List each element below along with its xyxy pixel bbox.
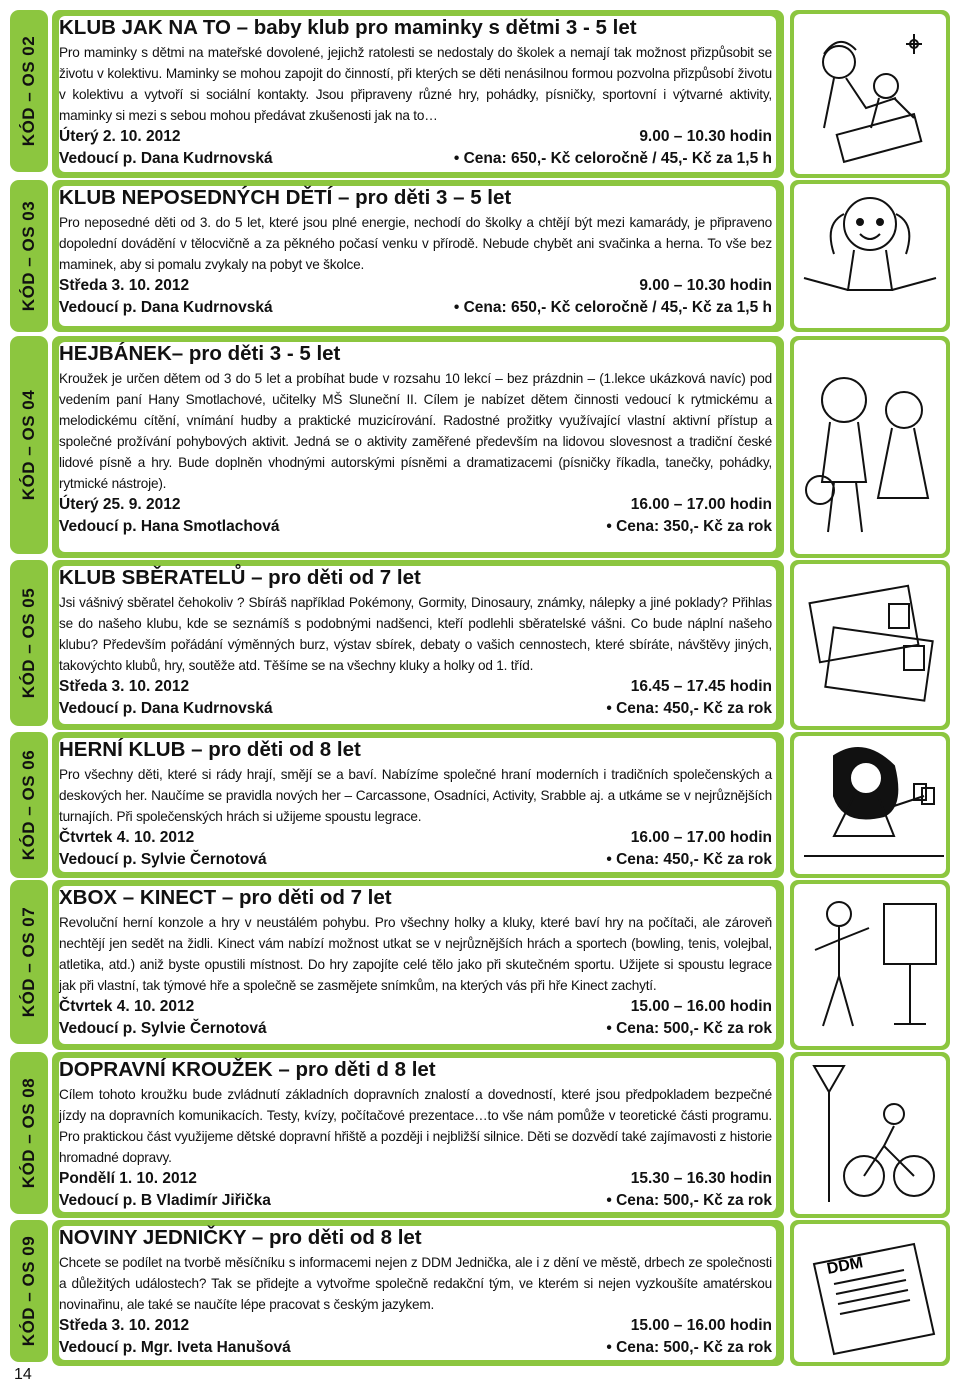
time-text: 9.00 – 10.30 hodin bbox=[639, 128, 772, 145]
section-card bbox=[59, 1058, 776, 1212]
time-text: 15.00 – 16.00 hodin bbox=[630, 1317, 772, 1334]
schedule-line bbox=[59, 827, 772, 849]
section-content bbox=[59, 1226, 772, 1360]
section-content bbox=[59, 186, 772, 326]
section-frame bbox=[52, 732, 784, 878]
kinect-player-illustration bbox=[790, 880, 950, 1050]
stamps-letters-illustration bbox=[790, 560, 950, 730]
section-title: KLUB SBĚRATELŮ – pro děti od 7 let bbox=[59, 566, 421, 589]
section-content bbox=[59, 16, 772, 172]
price-text: • Cena: 450,- Kč za rok bbox=[606, 700, 772, 717]
section-code-badge bbox=[10, 336, 48, 554]
day-text: Středa 3. 10. 2012 bbox=[59, 277, 190, 294]
section-code-label: KÓD – OS 04 bbox=[19, 389, 38, 501]
section-card bbox=[59, 16, 776, 172]
section-description: Pro neposedné děti od 3. do 5 let, které jsou plné energie, nechodí do školky a chtějí být mezi kamarády, je připraveno dopolední dovádění v tělocvičně a za pěkného počasí venku v přírodě. Nebude chybět ani svačinka a herna. To vše bez maminek, aby si pomalu zvykaly na pobyt ve školce. bbox=[59, 215, 772, 272]
section-code-badge bbox=[10, 180, 48, 332]
section-content bbox=[59, 342, 772, 552]
section-code-label: KÓD – OS 07 bbox=[19, 906, 38, 1018]
price-text: • Cena: 650,- Kč celoročně / 45,- Kč za 1,5 h bbox=[453, 299, 772, 316]
section-card bbox=[59, 566, 776, 724]
time-text: 16.00 – 17.00 hodin bbox=[630, 496, 772, 513]
section-description: Revoluční herní konzole a hry v neustálém pohybu. Pro všechny holky a kluky, které baví hry na počítači, ale zároveň nechtějí jen sedět na židli. Kinect vám nabízí možnost utkat se v nejrůznějších hrách a sportech (bowling, tenis, volejbal, atletika, atd.) aniž byste opustili místnost. Do hry zapojíte celé tělo jako při skutečném sportu. Užijete si spoustu legrace jak při vlastní, tak týmové hře a společně se zasmějete snímkům, na kterých vás při hře Kinect zachytí. bbox=[59, 915, 772, 993]
leader-line bbox=[59, 297, 772, 319]
section-card bbox=[59, 886, 776, 1044]
mother-child-drawing-illustration bbox=[790, 10, 950, 178]
section-card bbox=[59, 342, 776, 552]
section-frame bbox=[52, 1220, 784, 1366]
section-frame bbox=[52, 880, 784, 1050]
illustration-svg bbox=[794, 1224, 946, 1362]
section-card bbox=[59, 186, 776, 326]
day-text: Čtvrtek 4. 10. 2012 bbox=[59, 998, 195, 1015]
newspaper-illustration bbox=[790, 1220, 950, 1366]
day-text: Pondělí 1. 10. 2012 bbox=[59, 1170, 197, 1187]
time-text: 16.45 – 17.45 hodin bbox=[630, 678, 772, 695]
leader-line bbox=[59, 698, 772, 720]
leader-line bbox=[59, 148, 772, 170]
price-text: • Cena: 450,- Kč za rok bbox=[606, 851, 772, 868]
girl-sitting-illustration bbox=[790, 180, 950, 332]
section-title: NOVINY JEDNIČKY – pro děti od 8 let bbox=[59, 1226, 422, 1249]
section-frame bbox=[52, 336, 784, 558]
section-description: Chcete se podílet na tvorbě měsíčníku s informacemi nejen z DDM Jednička, ale i z dění ve městě, drbech ze společnosti a důležitých událostech? Tak se přidejte a vytvořme společně redakční tým, ve kterém si nejen vyzkoušíte amatérskou novinařinu, ale také se naučíte lépe pracovat s českým jazykem. bbox=[59, 1255, 772, 1312]
section-title: HEJBÁNEK– pro děti 3 - 5 let bbox=[59, 342, 341, 365]
day-text: Úterý 25. 9. 2012 bbox=[59, 496, 181, 513]
section-content bbox=[59, 1058, 772, 1212]
time-text: 15.30 – 16.30 hodin bbox=[630, 1170, 772, 1187]
section-frame bbox=[52, 10, 784, 178]
section-description: Kroužek je určen dětem od 3 do 5 let a probíhat bude v rozsahu 10 lekcí – bez prázdnin – (1.lekce ukázková navíc) pod vedením paní Hany Smotlachové, učitelky MŠ Sluneční II. Cílem je nabízet dětem činnosti vedoucí k rytmickému a melodickému cítění, vnímání hudby a praktické muzicírování. Radostné prožitky využívající vlastní aktivní přístup a společné prožívání pohybových aktivit. Jedná se o aktivity zaměřené především na lidovou slovesnost a tradiční české lidové písně a hry. Bude doplněn vhodnými autorskými písněmi a dramatizacemi (písničky říkadla, tanečky, pohádky, rytmické nástroje). bbox=[59, 371, 772, 491]
leader-line bbox=[59, 1190, 772, 1212]
section-description: Pro všechny děti, které si rády hrají, smějí se a baví. Nabízíme společné hraní moderních i tradičních společenských a deskových her. Naučíme se pravidla nových her – Carcassone, Osadníci, Activity, Srabble aj. a utkáme se v nejrůznějších turnajích. Při společenských hrách si užijeme spoustu legrace. bbox=[59, 767, 772, 824]
section-code-badge bbox=[10, 880, 48, 1044]
day-text: Čtvrtek 4. 10. 2012 bbox=[59, 829, 195, 846]
time-text: 9.00 – 10.30 hodin bbox=[639, 277, 772, 294]
section-title: HERNÍ KLUB – pro děti od 8 let bbox=[59, 738, 361, 761]
leader-text: Vedoucí p. Hana Smotlachová bbox=[59, 518, 280, 535]
section-code-badge bbox=[10, 10, 48, 172]
price-text: • Cena: 650,- Kč celoročně / 45,- Kč za 1,5 h bbox=[453, 150, 772, 167]
schedule-line bbox=[59, 1315, 772, 1337]
illustration-svg bbox=[794, 564, 946, 726]
section-code-badge bbox=[10, 1052, 48, 1214]
illustration-svg bbox=[794, 884, 946, 1046]
section-description: Cílem tohoto kroužku bude zvládnutí základních dopravních znalostí a dovedností, které jsou předpokladem bezpečné jízdy na dopravních komunikacích. Testy, kvízy, počítačové prezentace…to vše nám pomůže v teoretické části programu. Pro praktickou část využijeme dětské dopravní hřiště a později i nejbližší silnice. Děti se dozvědí také zajímavosti z historie hromadné dopravy. bbox=[59, 1087, 772, 1165]
section-frame bbox=[52, 1052, 784, 1218]
day-text: Středa 3. 10. 2012 bbox=[59, 678, 190, 695]
section-code-badge bbox=[10, 560, 48, 726]
leader-line bbox=[59, 849, 772, 871]
price-text: • Cena: 500,- Kč za rok bbox=[606, 1339, 772, 1356]
time-text: 16.00 – 17.00 hodin bbox=[630, 829, 772, 846]
leader-text: Vedoucí p. Dana Kudrnovská bbox=[59, 700, 273, 717]
leader-text: Vedoucí p. B Vladimír Jiřička bbox=[59, 1192, 271, 1209]
section-title: XBOX – KINECT – pro děti od 7 let bbox=[59, 886, 392, 909]
section-code-label: KÓD – OS 06 bbox=[19, 749, 38, 861]
section-code-label: KÓD – OS 02 bbox=[19, 35, 38, 147]
leader-text: Vedoucí p. Mgr. Iveta Hanušová bbox=[59, 1339, 291, 1356]
price-text: • Cena: 350,- Kč za rok bbox=[606, 518, 772, 535]
girl-playing-cards-illustration bbox=[790, 732, 950, 878]
price-text: • Cena: 500,- Kč za rok bbox=[606, 1020, 772, 1037]
schedule-line bbox=[59, 996, 772, 1018]
schedule-line bbox=[59, 126, 772, 148]
section-content bbox=[59, 738, 772, 872]
schedule-line bbox=[59, 676, 772, 698]
illustration-svg bbox=[794, 14, 946, 174]
section-title: DOPRAVNÍ KROUŽEK – pro děti d 8 let bbox=[59, 1058, 436, 1081]
section-card bbox=[59, 738, 776, 872]
day-text: Úterý 2. 10. 2012 bbox=[59, 128, 181, 145]
section-code-label: KÓD – OS 09 bbox=[19, 1235, 38, 1347]
section-content bbox=[59, 566, 772, 724]
illustration-svg bbox=[794, 1056, 946, 1214]
time-text: 15.00 – 16.00 hodin bbox=[630, 998, 772, 1015]
section-title: KLUB JAK NA TO – baby klub pro maminky s dětmi 3 - 5 let bbox=[59, 16, 637, 39]
leader-line bbox=[59, 1018, 772, 1040]
illustration-svg bbox=[794, 340, 946, 554]
schedule-line bbox=[59, 494, 772, 516]
section-card bbox=[59, 1226, 776, 1360]
newspaper-masthead: DDM bbox=[825, 1254, 865, 1278]
illustration-svg bbox=[794, 736, 946, 874]
section-content bbox=[59, 886, 772, 1044]
leader-line bbox=[59, 516, 772, 538]
section-frame bbox=[52, 560, 784, 730]
cyclist-traffic-illustration bbox=[790, 1052, 950, 1218]
page-number: 14 bbox=[14, 1366, 32, 1383]
day-text: Středa 3. 10. 2012 bbox=[59, 1317, 190, 1334]
schedule-line bbox=[59, 1168, 772, 1190]
illustration-svg bbox=[794, 184, 946, 328]
section-code-label: KÓD – OS 05 bbox=[19, 587, 38, 699]
leader-line bbox=[59, 1337, 772, 1359]
schedule-line bbox=[59, 275, 772, 297]
section-description: Jsi vášnivý sběratel čehokoliv ? Sbíráš například Pokémony, Gormity, Dinosaury, známky, nálepky a jiné poklady? Přihlas se do našeho klubu, kde se seznámíš s podobnými nadšenci, kteří podlehli sběratelské vášni. Co bude náplní našeho klubu? Především pořádání výměnných burz, výstav sbírek, debaty o vašich cennostech, které sbíráte, návštěvy jiných, takovýchto klubů, hry, soutěže atd. Těšíme se na všechny kluky a holky od 1. tříd. bbox=[59, 595, 772, 673]
leader-text: Vedoucí p. Dana Kudrnovská bbox=[59, 150, 273, 167]
leader-text: Vedoucí p. Dana Kudrnovská bbox=[59, 299, 273, 316]
section-frame bbox=[52, 180, 784, 332]
section-code-label: KÓD – OS 03 bbox=[19, 200, 38, 312]
section-title: KLUB NEPOSEDNÝCH DĚTÍ – pro děti 3 – 5 let bbox=[59, 186, 512, 209]
section-code-label: KÓD – OS 08 bbox=[19, 1077, 38, 1189]
price-text: • Cena: 500,- Kč za rok bbox=[606, 1192, 772, 1209]
children-ball-illustration bbox=[790, 336, 950, 558]
section-code-badge bbox=[10, 732, 48, 878]
section-description: Pro maminky s dětmi na mateřské dovolené, jejichž ratolesti se nedostaly do školek a nemají tak možnost přizpůsobit se životu v kolektivu. Maminky se mohou zapojit do činností, při kterých se děti nenásilnou formou pozvolna přizpůsobí životu v kolektivu a vytvoří si sociální kontakty. Jsou připraveny různé hry, pohádky, písničky, sportovní i výtvarné aktivity, maminky si mezi s sebou mohou předávat zkušenosti jak na to… bbox=[59, 45, 772, 123]
leader-text: Vedoucí p. Sylvie Černotová bbox=[59, 851, 267, 868]
leader-text: Vedoucí p. Sylvie Černotová bbox=[59, 1020, 267, 1037]
section-code-badge bbox=[10, 1220, 48, 1362]
